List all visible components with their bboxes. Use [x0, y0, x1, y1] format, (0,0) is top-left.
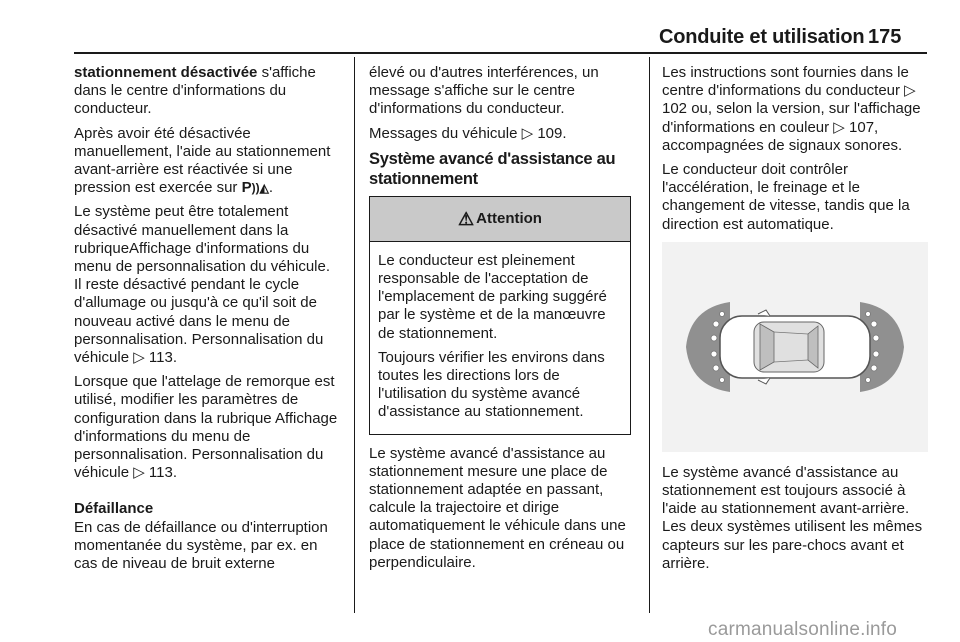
section-heading: Système avancé d'assistance au stationnement	[369, 149, 616, 188]
text: ou, selon la version, sur l'affichage d'informations en couleur	[662, 100, 921, 136]
column-2	[369, 64, 631, 578]
parking-button-letter: P	[241, 179, 252, 197]
warning-triangle-icon: ⚠	[458, 208, 475, 229]
paragraph: Le système avancé d'assistance au stationnement mesure une place de stationnement adaptée en passant, calcule la trajectoire et dirige automatiquement le véhicule dans une place de stationnement en créneau ou perpendiculaire.	[369, 444, 626, 571]
column-3	[662, 64, 928, 579]
parking-sensor-figure	[662, 242, 928, 452]
paragraph	[74, 64, 340, 119]
paragraph: Le conducteur doit contrôler l'accélération, le freinage et le changement de vitesse, tandis que la direction est automatique.	[662, 161, 910, 233]
ref-arrow-icon: ▷	[521, 124, 534, 142]
bold-term: stationnement désactivée	[74, 64, 258, 81]
page-number: 175	[868, 26, 902, 48]
text: Les instructions sont fournies dans le centre d'informations du conducteur	[662, 64, 909, 100]
paragraph	[662, 64, 928, 155]
warning-body	[370, 242, 630, 434]
paragraph	[74, 373, 340, 482]
ref-arrow-icon: ▷	[133, 349, 145, 367]
warning-box	[369, 196, 631, 435]
paragraph: élevé ou d'autres interférences, un message s'affiche sur le centre d'informations du conducteur.	[369, 64, 599, 118]
ref-arrow-icon: ▷	[904, 82, 916, 100]
parking-assist-icon: P))◭	[241, 179, 269, 197]
page-header-title: Conduite et utilisation	[659, 26, 865, 48]
column-divider	[354, 57, 355, 613]
paragraph	[74, 125, 340, 198]
text: s'affiche dans le centre d'informations du conducteur.	[74, 64, 316, 118]
text: Lorsque que l'attelage de remorque est utilisé, modifier les paramètres de configuration dans la rubrique Affichage d'informations du menu de personnalisation. Personnalisation du véhicule	[74, 373, 338, 482]
text: Le système peut être totalement désactivé manuellement dans la rubriqueAffichage d'informations du menu de personnalisation du véhicule. Il reste désactivé pendant le cycle d'allumage ou jusqu'à ce qu'il soit de nouveau activé dans le menu de personnalisation. Personnalisation du véhicule	[74, 203, 331, 367]
warning-paragraph: Toujours vérifier les environs dans toutes les directions lors de l'utilisation du système avancé d'assistance au stationnement.	[378, 348, 605, 421]
column-divider	[649, 57, 650, 613]
column-1	[74, 64, 340, 579]
page-reference: 113	[148, 464, 173, 482]
paragraph	[74, 203, 340, 367]
page-reference: 109	[537, 124, 563, 142]
text: .	[172, 349, 178, 367]
text: Messages du véhicule	[369, 124, 522, 142]
text: .	[172, 464, 178, 482]
ref-arrow-icon: ▷	[833, 118, 845, 136]
paragraph: Le système avancé d'assistance au stationnement est toujours associé à l'aide au stationnement avant-arrière. Les deux systèmes utilisent les mêmes capteurs sur les pare-chocs avant et arrière.	[662, 463, 923, 572]
watermark: carmanualsonline.info	[708, 619, 898, 640]
paragraph: En cas de défaillance ou d'interruption momentanée du système, par ex. en cas de niveau de bruit externe	[74, 518, 328, 573]
text: .	[268, 179, 273, 197]
ref-arrow-icon: ▷	[133, 464, 145, 482]
paragraph	[369, 125, 631, 143]
warning-header	[370, 197, 630, 242]
page-reference: 102	[662, 100, 688, 118]
text: Après avoir été désactivée manuellement, l'aide au stationnement avant-arrière est réactivée si une pression est exercée sur	[74, 124, 331, 197]
text: .	[562, 124, 567, 142]
car-top-view-icon	[720, 310, 870, 384]
subheading-failure: Défaillance	[74, 500, 154, 518]
page-reference: 113	[148, 349, 173, 367]
page-reference: 107	[849, 118, 875, 136]
warning-paragraph: Le conducteur est pleinement responsable de l'acceptation de l'emplacement de parking suggéré par le système et de la manœuvre de stationnement.	[378, 251, 607, 342]
text: , accompagnées de signaux sonores.	[662, 118, 903, 154]
warning-title: Attention	[476, 209, 542, 227]
header-rule	[74, 52, 927, 54]
